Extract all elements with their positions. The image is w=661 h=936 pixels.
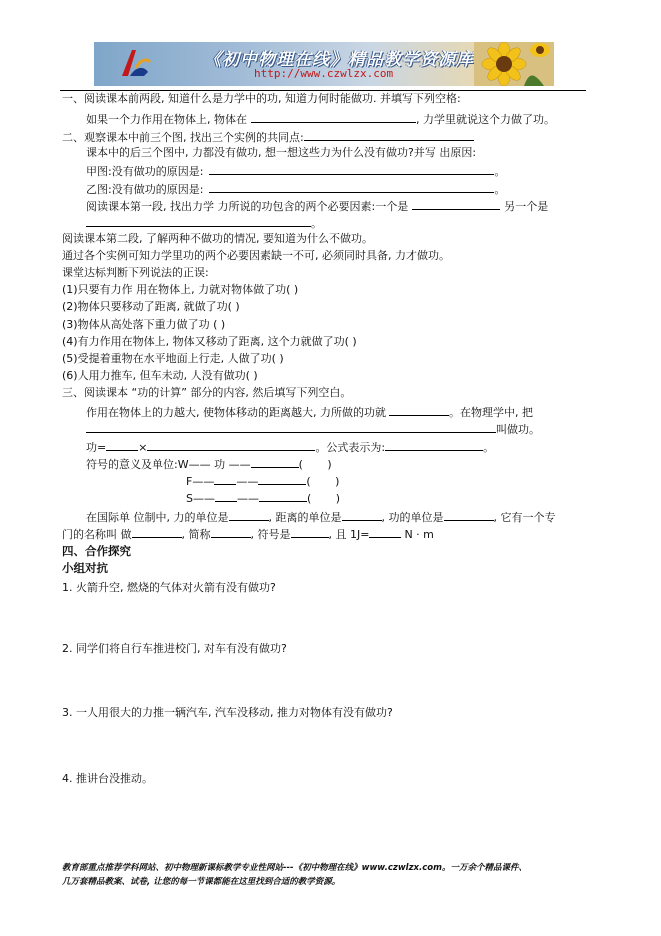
reason-a-line: 甲图:没有做功的原因是: 。	[86, 165, 506, 178]
section-2-prompt: 课本中的后三个图中, 力都没有做功, 想一想这些力为什么没有做功?并写 出原因:	[86, 146, 477, 159]
judge-heading: 课堂达标判断下列说法的正误:	[62, 266, 209, 279]
question-3: 3. 一人用很大的力推一辆汽车, 汽车没移动, 推力对物体有没有做功?	[62, 706, 393, 719]
question-1: 1. 火箭升空, 燃烧的气体对火箭有没有做功?	[62, 581, 276, 594]
footer-line-2: 几万套精品教案、试卷, 让您的每一节课都能在这里找到合适的教学资源。	[62, 877, 341, 887]
judge-item-5: (5)受提着重物在水平地面上行走, 人做了功( )	[62, 352, 284, 365]
banner-title: 《初中物理在线》精品教学资源库	[204, 50, 474, 70]
footer-line-1: 教育部重点推荐学科网站、初中物理新课标教学专业性网站---《初中物理在线》www.czwlzx.com。一万余个精品课件、	[62, 863, 527, 873]
site-logo-icon	[116, 46, 152, 82]
two-factors-line: 阅读课本第一段, 找出力学 力所说的功包含的两个必要因素:一个是 另一个是	[86, 200, 549, 213]
banner-url[interactable]: http://www.czwlzx.com	[254, 67, 394, 80]
section-2-heading: 二、观察课本中前三个图, 找出三个实例的共同点:	[62, 129, 474, 145]
header-rule	[60, 90, 586, 91]
work-def-line-2: 叫做功。	[86, 421, 540, 437]
symbol-f-line: F—— —— ( )	[186, 475, 340, 488]
site-banner	[94, 42, 554, 86]
para-two-factors: 通过各个实例可知力学里功的两个必要因素缺一不可, 必须同时具备, 力才做功。	[62, 249, 450, 262]
question-4: 4. 推讲台没推动。	[62, 772, 153, 785]
judge-item-1: (1)只要有力作 用在物体上, 力就对物体做了功( )	[62, 283, 299, 296]
judge-item-2: (2)物体只要移动了距离, 就做了功( )	[62, 300, 240, 313]
section-3-heading: 三、阅读课本 “功的计算” 部分的内容, 然后填写下列空白。	[62, 386, 352, 399]
work-formula-line: 功= × 。公式表示为: 。	[86, 441, 495, 454]
si-units-line: 在国际单 位制中, 力的单位是 , 距离的单位是 , 功的单位是 , 它有一个专	[86, 511, 556, 524]
reason-b-line: 乙图:没有做功的原因是: 。	[86, 183, 506, 196]
sunflower-image	[474, 42, 554, 86]
group-contest-heading: 小组对抗	[62, 561, 108, 575]
si-units-line-2: 门的名称叫 做 , 简称 , 符号是 , 且 1J= N · m	[62, 528, 434, 541]
judge-item-3: (3)物体从高处落下重力做了功 ( )	[62, 318, 226, 331]
question-2: 2. 同学们将自行车推进校门, 对车有没有做功?	[62, 642, 287, 655]
para-read-second: 阅读课本第二段, 了解两种不做功的情况, 要知道为什么不做功。	[62, 232, 373, 245]
section-1-fill-line: 如果一个力作用在物体上, 物体在 , 力学里就说这个力做了功。	[86, 113, 555, 126]
judge-item-6: (6)人用力推车, 但车未动, 人没有做功( )	[62, 369, 258, 382]
section-1-heading: 一、阅读课本前两段, 知道什么是力学中的功, 知道力何时能做功. 并填写下列空格:	[62, 92, 461, 105]
two-factors-line-2: 。	[86, 215, 322, 231]
symbol-w-line: 符号的意义及单位:W—— 功 —— ( )	[86, 458, 332, 471]
work-def-line: 作用在物体上的力越大, 使物体移动的距离越大, 力所做的功就 。在物理学中, 把	[86, 406, 533, 419]
judge-item-4: (4)有力作用在物体上, 物体又移动了距离, 这个力就做了功( )	[62, 335, 357, 348]
section-4-heading: 四、合作探究	[62, 544, 131, 558]
symbol-s-line: S—— —— ( )	[186, 492, 341, 505]
